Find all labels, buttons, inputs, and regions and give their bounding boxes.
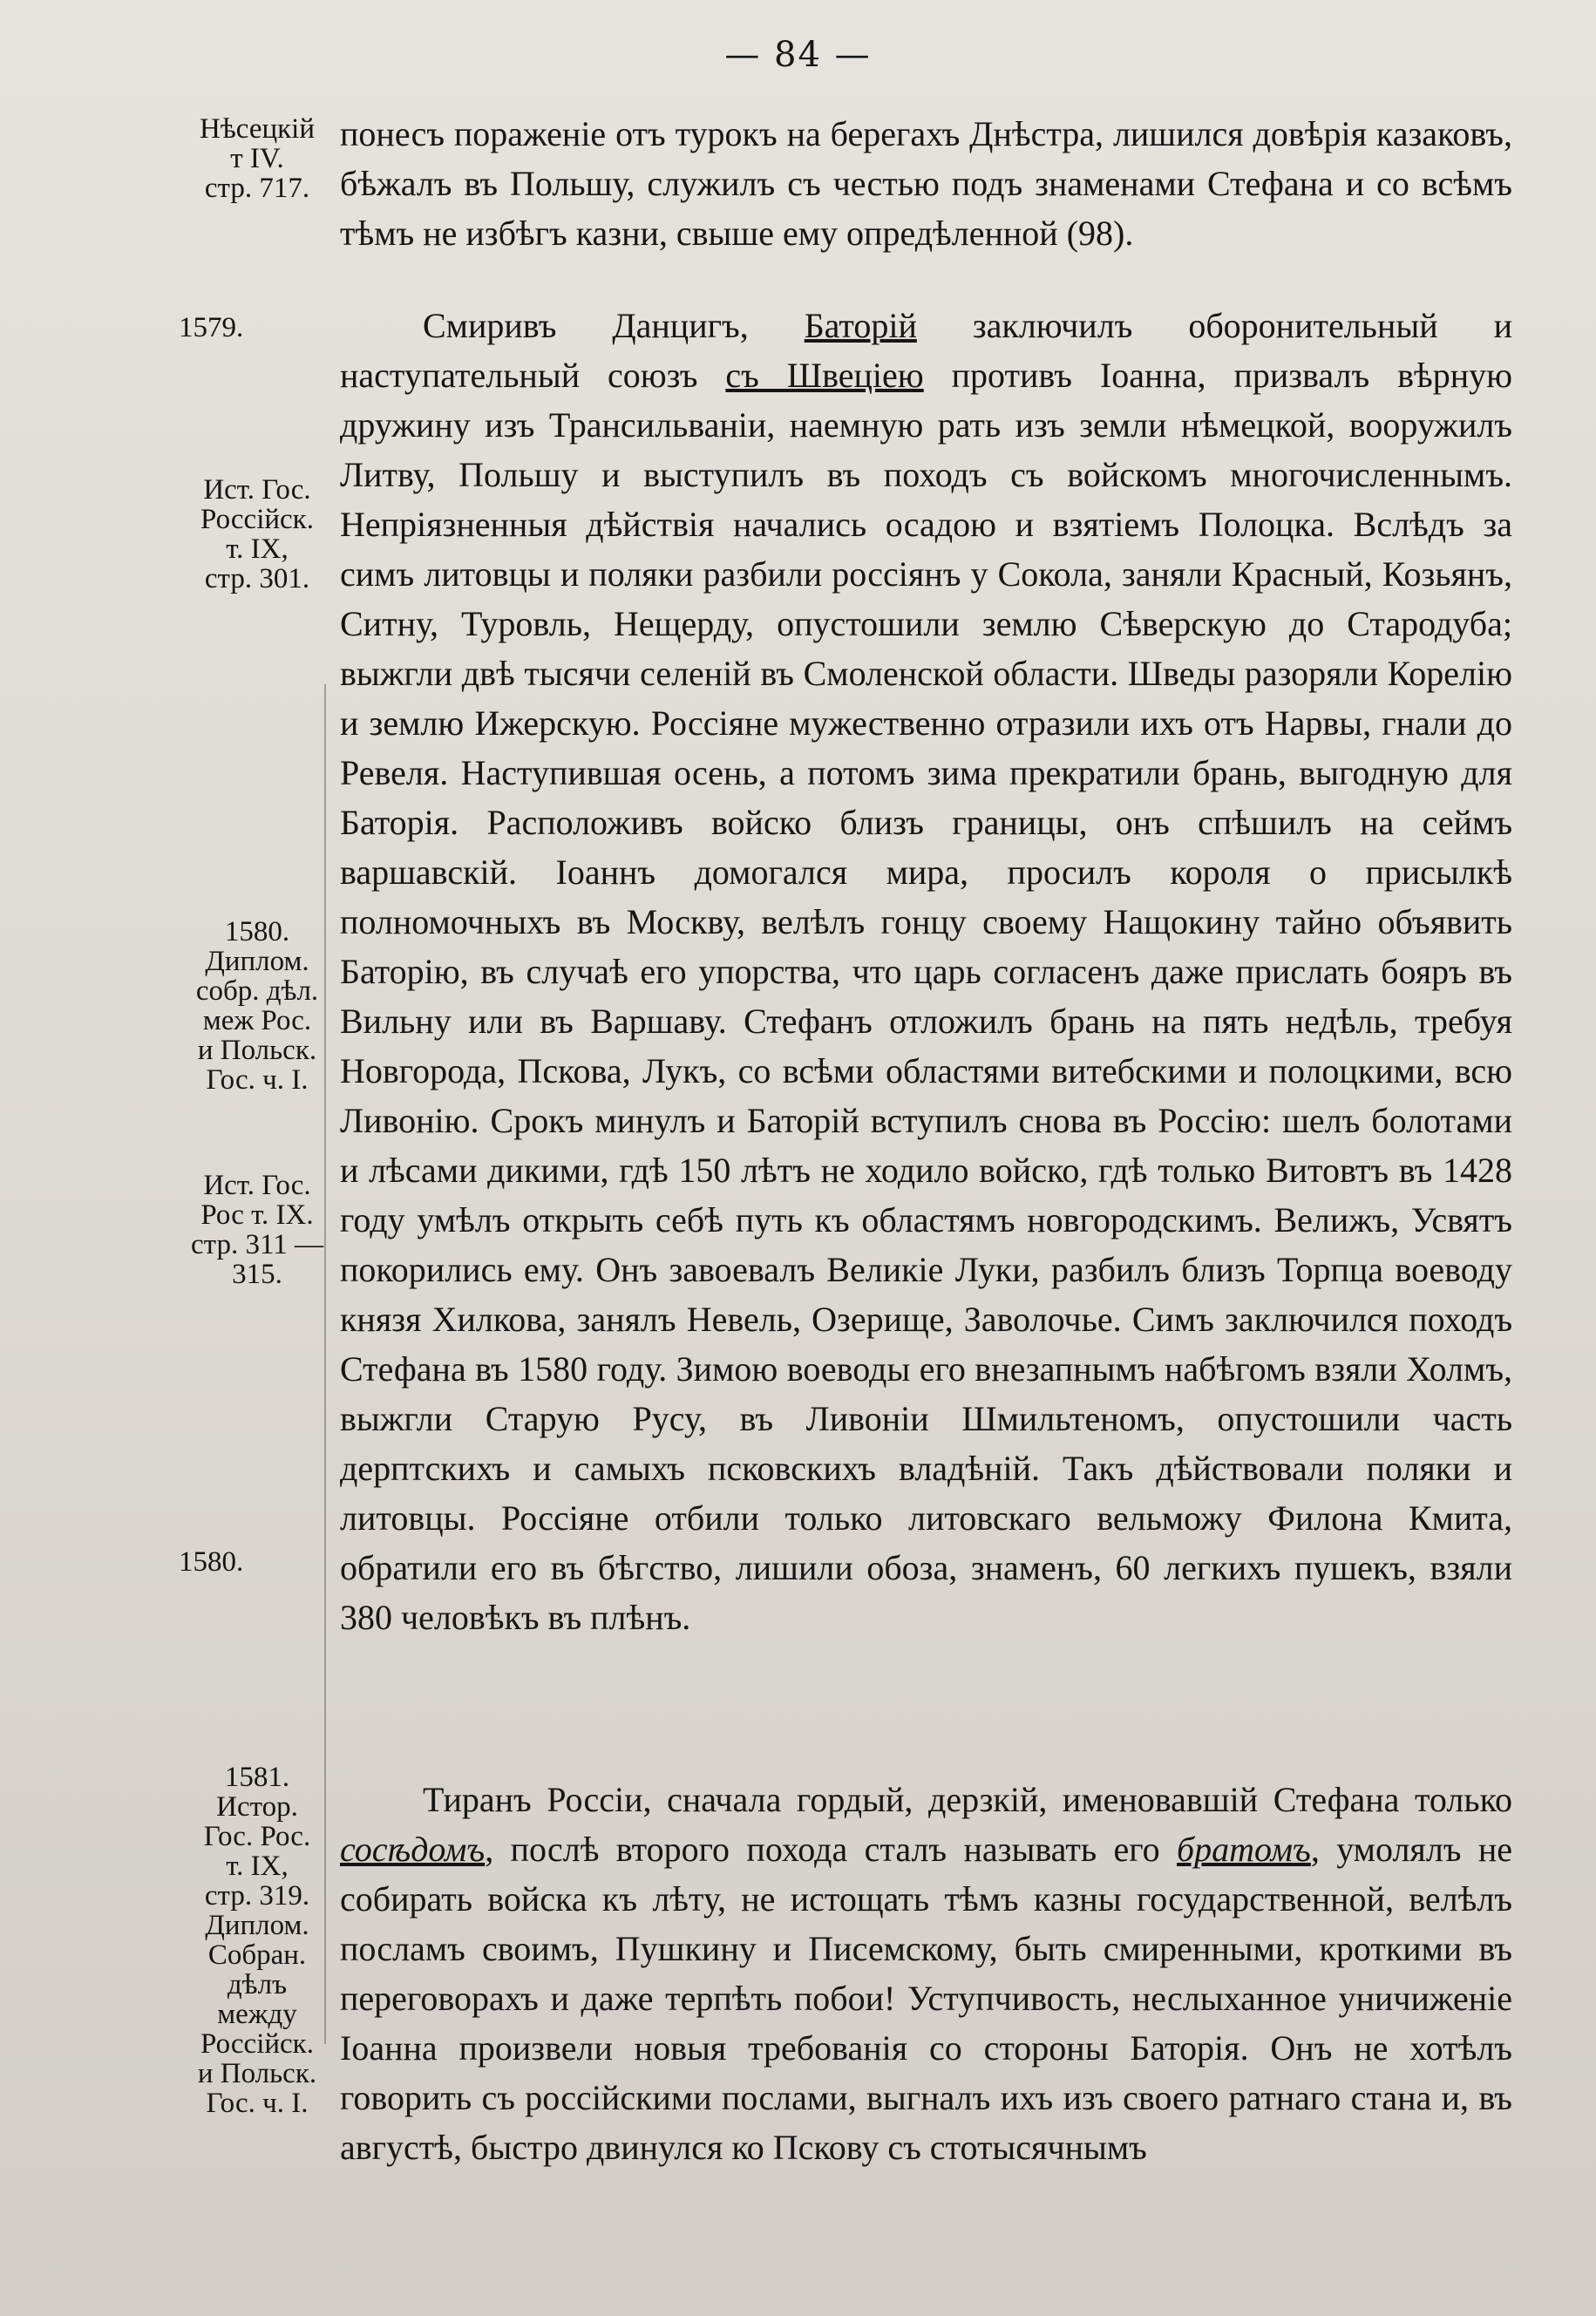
margin-note: стр. 717. [204,173,310,204]
margin-note-group [166,475,349,594]
margin-note-year: 1580. [224,916,290,947]
margin-note: Рос т. IX. [200,1199,314,1231]
margin-note-year: 1581. [224,1762,290,1793]
margin-note: Ист. Гос. [203,474,311,506]
underlined-text: съ Швеціею [725,356,924,395]
margin-note-group [166,114,349,203]
margin-note-group [179,1547,362,1577]
margin-note-group [166,1171,349,1289]
margin-note: т. IX, [226,533,289,565]
emphasized-text: братомъ [1177,1830,1311,1869]
margin-note: дѣлъ [227,1969,288,2000]
text-run: , умолялъ не собирать войска къ лѣту, не истощать тѣмъ казны государственной, велѣлъ посламъ своимъ, Пушкину и Писемскому, быть смиренными, кроткими въ переговорахъ и даже терпѣть побои! Уступчивость, неслыханное уничиженіе Іоанна произвели новыя требованія со стороны Баторія. Онъ не хотѣлъ говорить съ россійскими послами, выгналъ ихъ изъ своего ратнаго стана и, въ августѣ, быстро двинулся ко Пскову съ стотысячнымъ [340,1830,1513,2167]
margin-note: стр. 311 — [191,1229,323,1260]
margin-note: Собран. [207,1939,307,1971]
paragraph-text: понесъ пораженіе отъ турокъ на берегахъ Днѣстра, лишился довѣрія казаковъ, бѣжалъ въ Польшу, служилъ съ честью подъ знаменами Стефана и со всѣмъ тѣмъ не избѣгъ казни, свыше ему опредѣленной (98). [340,114,1512,253]
margin-note: 315. [232,1259,282,1290]
margin-note-year: 1579. [179,312,244,343]
margin-note-group [166,1762,349,2118]
margin-note: Гос. ч. I. [206,1064,309,1096]
margin-note: т IV. [230,143,284,174]
margin-note-group [166,917,349,1095]
margin-note: т. IX, [226,1851,289,1882]
margin-note-group [179,313,362,343]
text-run: заключилъ оборонительный и наступательный союзъ [340,306,1512,395]
emphasized-text: сосѣдомъ [340,1830,486,1869]
margin-note: собр. дѣл. [195,975,319,1007]
margin-note: Нѣсецкій [200,113,315,145]
margin-note: Истор. [216,1791,298,1823]
margin-note: стр. 319. [204,1880,310,1912]
margin-note: Россійск. [200,504,314,535]
paragraph-text [340,1775,1512,2172]
text-run: противъ Іоанна, призвалъ вѣрную дружину изъ Трансильваніи, наемную рать изъ земли нѣмецкой, вооружилъ Литву, Польшу и выступилъ въ походъ съ войскомъ многочисленнымъ. Непріязненныя дѣйствія начались осадою и взятіемъ Полоцка. Вслѣдъ за симъ литовцы и поляки разбили россіянъ у Сокола, заняли Красный, Козьянъ, Ситну, Туровль, Нещерду, опустошили землю Сѣверскую до Стародуба; выжгли двѣ тысячи селеній въ Смоленской области. Шведы разоряли Корелію и землю Ижерскую. Россіяне мужественно отразили ихъ отъ Нарвы, гнали до Ревеля. Наступившая осень, а потомъ зима прекратили брань, выгодную для Баторія. Расположивъ войско близъ границы, онъ спѣшилъ на сеймъ варшавскій. Іоаннъ домогался мира, просилъ короля о присылкѣ полномочныхъ въ Москву, велѣлъ гонцу своему Нащокину тайно объявить Баторію, въ случаѣ его упорства, что царь согласенъ даже прислать бояръ въ Вильну или въ Варшаву. Стефанъ отложилъ брань на пять недѣль, требуя Новгорода, Пскова, Лукъ, со всѣми областями витебскими и полоцкими, всю Ливонію. Срокъ минулъ и Баторій вступилъ снова въ Россію: шелъ болотами и лѣсами дикими, гдѣ 150 лѣтъ не ходило войско, гдѣ только Витовтъ въ 1428 году умѣлъ открыть себѣ путь къ областямъ новгородскимъ. Велижъ, Усвятъ покорились ему. Онъ завоевалъ Великіе Луки, разбилъ близъ Торпца воеводу князя Хилкова, занялъ Невель, Озерище, Заволочье. Симъ заключился походъ Стефана въ 1580 году. Зимою воеводы его внезапнымъ набѣгомъ взяли Холмъ, выжгли Старую Русу, въ Ливоніи Шмильтеномъ, опустошили часть дерптскихъ и самыхъ псковскихъ владѣній. Такъ дѣйствовали поляки и литовцы. Россіяне отбили только литовскаго вельможу Филона Кмита, обратили его въ бѣгство, лишили обоза, знаменъ, 60 легкихъ пушекъ, взяли 380 человѣкъ въ плѣнъ. [340,356,1512,1637]
underlined-text: Баторій [804,306,917,345]
margin-note: Диплом. [205,946,309,977]
margin-note: меж Рос. [202,1005,312,1036]
paragraph-text [340,301,1512,1642]
margin-note: Гос. ч. I. [206,2088,309,2119]
page-number: — 84 — [724,35,872,75]
margin-note: и Польск. [197,2058,317,2089]
margin-note: Ист. Гос. [203,1170,311,1201]
margin-note: Гос. Рос. [203,1821,311,1852]
margin-note-year: 1580. [179,1546,244,1578]
text-run: , послѣ второго похода сталъ называть его [485,1830,1178,1869]
margin-note: стр. 301. [204,563,310,594]
margin-note: между [217,1999,297,2030]
margin-note: и Польск. [197,1035,317,1066]
text-run: Тиранъ Россіи, сначала гордый, дерзкій, именовавшій Стефана только [423,1780,1512,1819]
text-run: Смиривъ Данцигъ, [423,306,805,345]
margin-note: Диплом. [205,1910,309,1941]
margin-note: Россійск. [200,2028,314,2060]
